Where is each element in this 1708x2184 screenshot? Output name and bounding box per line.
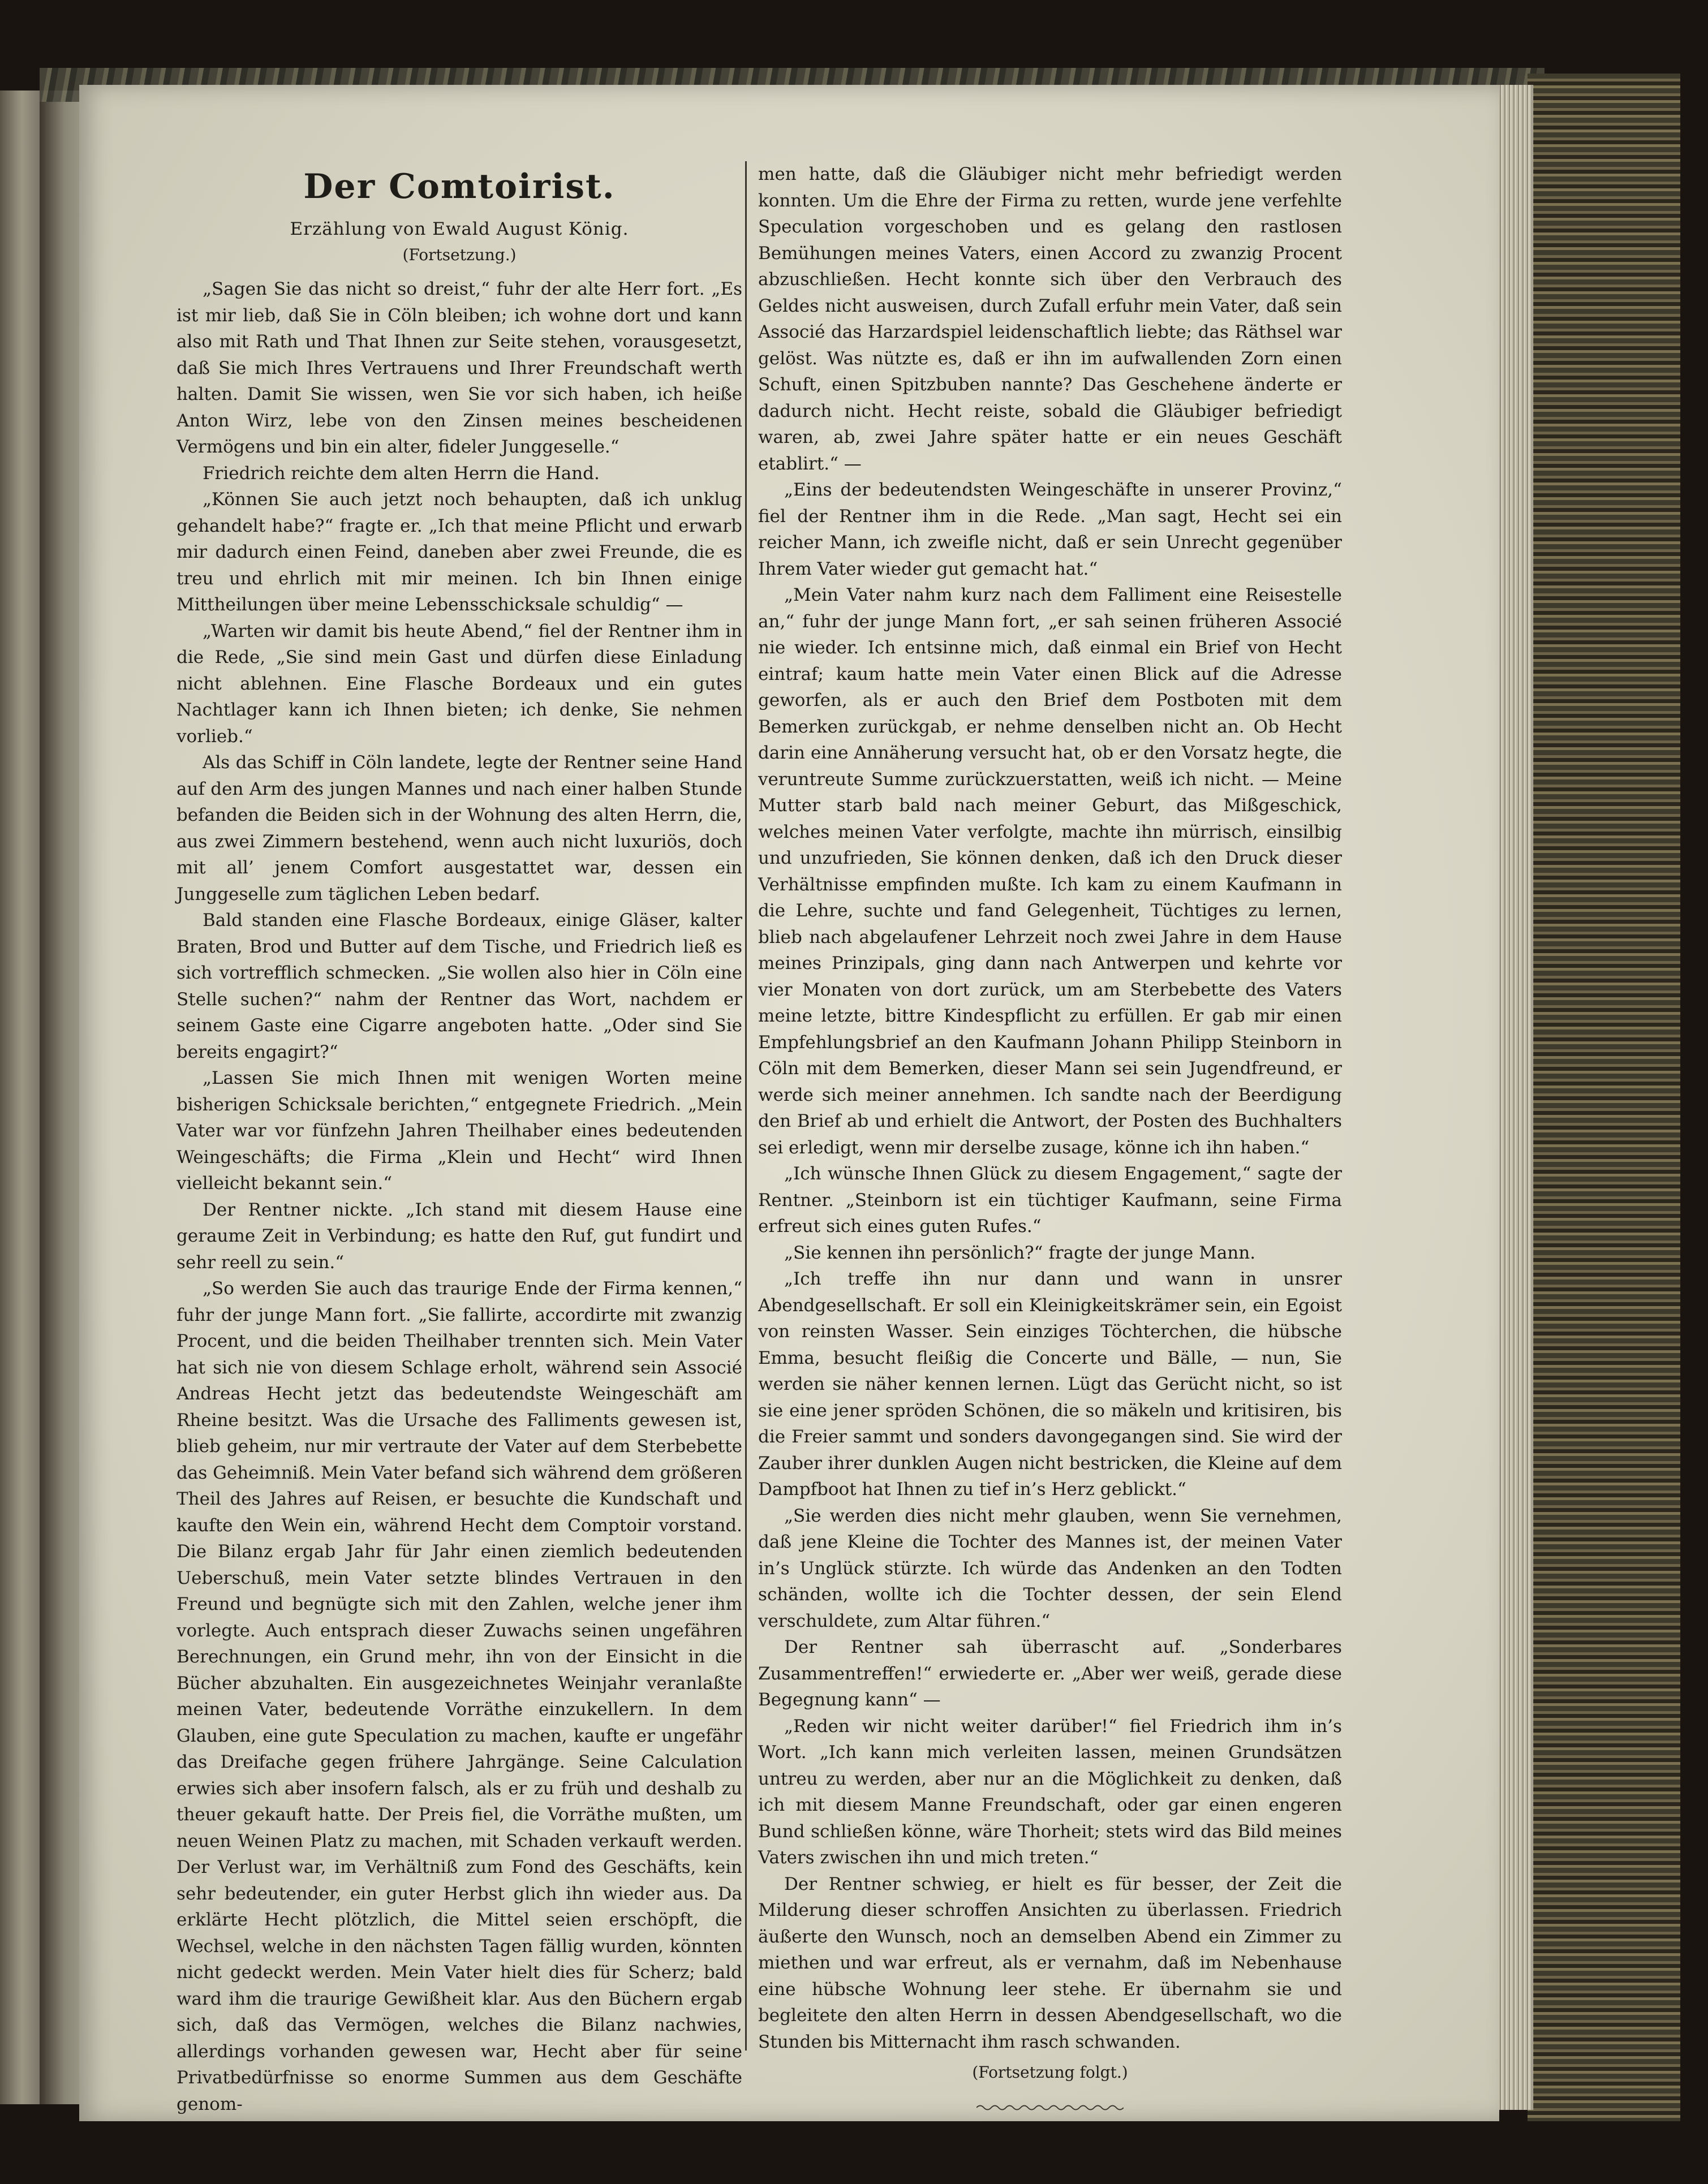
- paragraph: „Ich treffe ihn nur dann und wann in unsrer Abendgesellschaft. Er soll ein Kleinigkeitskrämer sein, ein Egoist von reinsten Wasser. Sein einziges Töchterchen, die hübsche Emma, besucht fleißig die Concerte und Bälle, — nun, Sie werden sie näher kennen lernen. Lügt das Gerücht nicht, so ist sie eine jener spröden Schönen, die so mäkeln und kritisiren, bis die Freier sammt und sonders davongegangen sind. Sie wird der Zauber ihrer dunklen Augen nicht bestricken, die Kleine auf dem Dampfboot hat Ihnen zu tief in’s Herz geblickt.“: [758, 1269, 1342, 1500]
- left-page-edge: [0, 91, 41, 2104]
- paragraph: „Sie werden dies nicht mehr glauben, wenn Sie vernehmen, daß jene Kleine die Tochter des Mannes ist, der meinen Vater in’s Unglück stürzte. Ich würde das Andenken an den Todten schänden, wollte ich die Tochter dessen, der sein Elend verschuldete, zum Altar führen.“: [758, 1505, 1342, 1631]
- paragraph: Bald standen eine Flasche Bordeaux, einige Gläser, kalter Braten, Brod und Butter auf dem Tische, und Friedrich ließ es sich vortrefflich schmecken. „Sie wollen also hier in Cöln eine Stelle suchen?“ nahm der Rentner das Wort, nachdem er seinem Gaste eine Cigarre angeboten hatte. „Oder sind Sie bereits engagirt?“: [177, 910, 742, 1062]
- article-byline: Erzählung von Ewald August König.: [290, 219, 629, 239]
- left-column: [177, 153, 742, 2117]
- paragraph: „Mein Vater nahm kurz nach dem Falliment eine Reisestelle an,“ fuhr der junge Mann fort, „er sah seinen früheren Associé nie wieder. Ich entsinne mich, daß einmal ein Brief von Hecht eintraf; kaum hatte mein Vater einen Blick auf die Adresse geworfen, als er auch den Brief dem Postboten mit dem Bemerken zurückgab, er nehme denselben nicht an. Ob Hecht darin eine Annäherung versucht hat, ob er den Vorsatz hegte, die veruntreute Summe zurückzuerstatten, weiß ich nicht. — Meine Mutter starb bald nach meiner Geburt, das Mißgeschick, welches meinen Vater verfolgte, machte ihn mürrisch, einsilbig und unzufrieden, Sie können denken, daß ich den Druck dieser Verhältnisse empfinden mußte. Ich kam zu einem Kaufmann in die Lehre, suchte und fand Gelegenheit, Tüchtiges zu lernen, blieb nach abgelaufener Lehrzeit noch zwei Jahre in dem Hause meines Prinzipals, ging dann nach Antwerpen und kehrte vor vier Monaten von dort zurück, um am Sterbebette des Vaters meine letzte, bittre Kindespflicht zu erfüllen. Er gab mir einen Empfehlungsbrief an den Kaufmann Johann Philipp Steinborn in Cöln mit dem Bemerken, dieser Mann sei sein Jugendfreund, er werde sich meiner annehmen. Ich sandte nach der Beerdigung den Brief ab und erhielt die Antwort, der Posten des Buchhalters sei erledigt, wenn mir derselbe zusage, könne ich ihn haben.“: [758, 585, 1342, 1158]
- continuation-note: (Fortsetzung.): [402, 245, 517, 264]
- paragraph: „Warten wir damit bis heute Abend,“ fiel der Rentner ihm in die Rede, „Sie sind mein Gast und dürfen diese Einladung nicht ablehnen. Eine Flasche Bordeaux und ein gutes Nachtlager kann ich Ihnen bieten; ich denke, Sie nehmen vorlieb.“: [177, 621, 742, 747]
- paragraph: „Sie kennen ihn persönlich?“ fragte der junge Mann.: [784, 1242, 1256, 1263]
- article-title: Der Comtoirist.: [303, 167, 616, 206]
- paragraph: „Eins der bedeutendsten Weingeschäfte in unserer Provinz,“ fiel der Rentner ihm in die Rede. „Man sagt, Hecht sei ein reicher Mann, ich zweifle nicht, daß er sein Unrecht gegenüber Ihrem Vater wieder gut gemacht hat.“: [758, 480, 1342, 579]
- paragraph: Der Rentner schwieg, er hielt es für besser, der Zeit die Milderung dieser schroffen Ansichten zu überlassen. Friedrich äußerte den Wunsch, noch an demselben Abend ein Zimmer zu miethen und war erfreut, als er vernahm, daß im Nebenhause eine hübsche Wohnung leer stehe. Er übernahm sie und begleitete den alten Herrn in dessen Abendgesellschaft, wo die Stunden bis Mitternacht ihm rasch schwanden.: [758, 1873, 1342, 2052]
- right-column: [758, 161, 1342, 2112]
- paragraph: Der Rentner nickte. „Ich stand mit diesem Hause eine geraume Zeit in Verbindung; es hatte den Ruf, gut fundirt und sehr reell zu sein.“: [177, 1199, 742, 1273]
- paragraph: „Sagen Sie das nicht so dreist,“ fuhr der alte Herr fort. „Es ist mir lieb, daß Sie in Cöln bleiben; ich wohne dort und kann also mit Rath und That Ihnen zur Seite stehen, vorausgesetzt, daß Sie mich Ihres Vertrauens und Ihrer Freundschaft werth halten. Damit Sie wissen, wen Sie vor sich haben, ich heiße Anton Wirz, lebe von den Zinsen meines bescheidenen Vermögens und bin ein alter, fideler Junggeselle.“: [177, 279, 742, 457]
- paragraph: Friedrich reichte dem alten Herrn die Hand.: [203, 463, 600, 484]
- paragraph: „Lassen Sie mich Ihnen mit wenigen Worten meine bisherigen Schicksale berichten,“ entgegnete Friedrich. „Mein Vater war vor fünfzehn Jahren Theilhaber eines bedeutenden Weingeschäfts; die Firma „Klein und Hecht“ wird Ihnen vielleicht bekannt sein.“: [177, 1068, 742, 1194]
- paragraph: „Reden wir nicht weiter darüber!“ fiel Friedrich ihm in’s Wort. „Ich kann mich verleiten lassen, meinen Grundsätzen untreu zu werden, aber nur an die Möglichkeit zu denken, daß ich mit diesem Manne Freundschaft, oder gar einen engeren Bund schließen könne, wäre Thorheit; stets wird das Bild meines Vaters zwischen ihn und mich treten.“: [758, 1716, 1342, 1868]
- paragraph: Der Rentner sah überrascht auf. „Sonderbares Zusammentreffen!“ erwiederte er. „Aber wer weiß, gerade diese Begegnung kann“ —: [758, 1637, 1342, 1710]
- paragraph: „So werden Sie auch das traurige Ende der Firma kennen,“ fuhr der junge Mann fort. „Sie fallirte, accordirte mit zwanzig Procent, und die beiden Theilhaber trennten sich. Mein Vater hat sich nie von diesem Schlage erholt, während sein Associé Andreas Hecht jetzt das bedeutendste Weingeschäft am Rheine besitzt. Was die Ursache des Falliments gewesen ist, blieb geheim, nur mir vertraute der Vater auf dem Sterbebette das Geheimniß. Mein Vater befand sich während dem größeren Theil des Jahres auf Reisen, er besuchte die Kundschaft und kaufte den Wein ein, während Hecht dem Comptoir vorstand. Die Bilanz ergab Jahr für Jahr einen ziemlich bedeutenden Ueberschuß, mein Vater setzte blindes Vertrauen in den Freund und begnügte sich mit den Zahlen, welche jener ihm vorlegte. Auch entsprach dieser Zuwachs seinen ungefähren Berechnungen, ein Grund mehr, ihn von der Einsicht in die Bücher abzuhalten. Ein ausgezeichnetes Weinjahr veranlaßte meinen Vater, bedeutende Vorräthe einzukellern. In dem Glauben, eine gute Speculation zu machen, kaufte er ungefähr das Dreifache gegen frühere Jahrgänge. Seine Calculation erwies sich aber insofern falsch, als er zu früh und deshalb zu theuer gekauft hatte. Der Preis fiel, die Vorräthe mußten, um neuen Weinen Platz zu machen, mit Schaden verkauft werden. Der Verlust war, im Verhältniß zum Fond des Geschäfts, kein sehr bedeutender, ein guter Herbst glich ihn wieder aus. Da erklärte Hecht plötzlich, die Mittel seien erschöpft, die Wechsel, welche in den nächsten Tagen fällig wurden, könnten nicht gedeckt werden. Mein Vater hielt dies für Scherz; bald ward ihm die traurige Gewißheit klar. Aus den Büchern ergab sich, daß das Vermögen, welches die Bilanz nachwies, allerdings vorhanden gewesen war, Hecht aber für seine Privatbedürfnisse so enorme Summen aus dem Geschäfte genom-: [177, 1278, 743, 2114]
- to-be-continued-note: (Fortsetzung folgt.): [972, 2063, 1128, 2082]
- paragraph: „Ich wünsche Ihnen Glück zu diesem Engagement,“ sagte der Rentner. „Steinborn ist ein tüchtiger Kaufmann, seine Firma erfreut sich eines guten Rufes.“: [758, 1164, 1342, 1237]
- column-divider: [745, 161, 747, 2051]
- page-stack-edges: [1494, 85, 1533, 2110]
- paragraph: men hatte, daß die Gläubiger nicht mehr befriedigt werden konnten. Um die Ehre der Firma zu retten, wurde jene verfehlte Speculation vorgeschoben und es gelang den rastlosen Bemühungen meines Vaters, einen Accord zu zwanzig Procent abzuschließen. Hecht konnte sich über den Verbrauch des Geldes nicht ausweisen, durch Zufall erfuhr mein Vater, daß sein Associé das Harzardspiel leidenschaftlich liebte; das Räthsel war gelöst. Was nützte es, daß er ihn im aufwallenden Zorn einen Schuft, einen Spitzbuben nannte? Das Geschehene änderte er dadurch nicht. Hecht reiste, sobald die Gläubiger befriedigt waren, ab, zwei Jahre später hatte er ein neues Geschäft etablirt.“ —: [758, 164, 1342, 474]
- paragraph: „Können Sie auch jetzt noch behaupten, daß ich unklug gehandelt habe?“ fragte er. „Ich that meine Pflicht und erwarb mir dadurch einen Feind, daneben aber zwei Freunde, die es treu und ehrlich mit mir meinen. Ich bin Ihnen einige Mittheilungen über meine Lebensschicksale schuldig“ —: [177, 489, 742, 615]
- paragraph: Als das Schiff in Cöln landete, legte der Rentner seine Hand auf den Arm des jungen Mannes und nach einer halben Stunde befanden die Beiden sich in der Wohnung des alten Herrn, die, aus zwei Zimmern bestehend, wenn auch nicht luxuriös, doch mit all’ jenem Comfort ausgestattet war, dessen ein Junggeselle zum täglichen Leben bedarf.: [177, 752, 742, 904]
- marbled-binding: [1528, 74, 1680, 2121]
- ornamental-rule: [976, 2104, 1124, 2112]
